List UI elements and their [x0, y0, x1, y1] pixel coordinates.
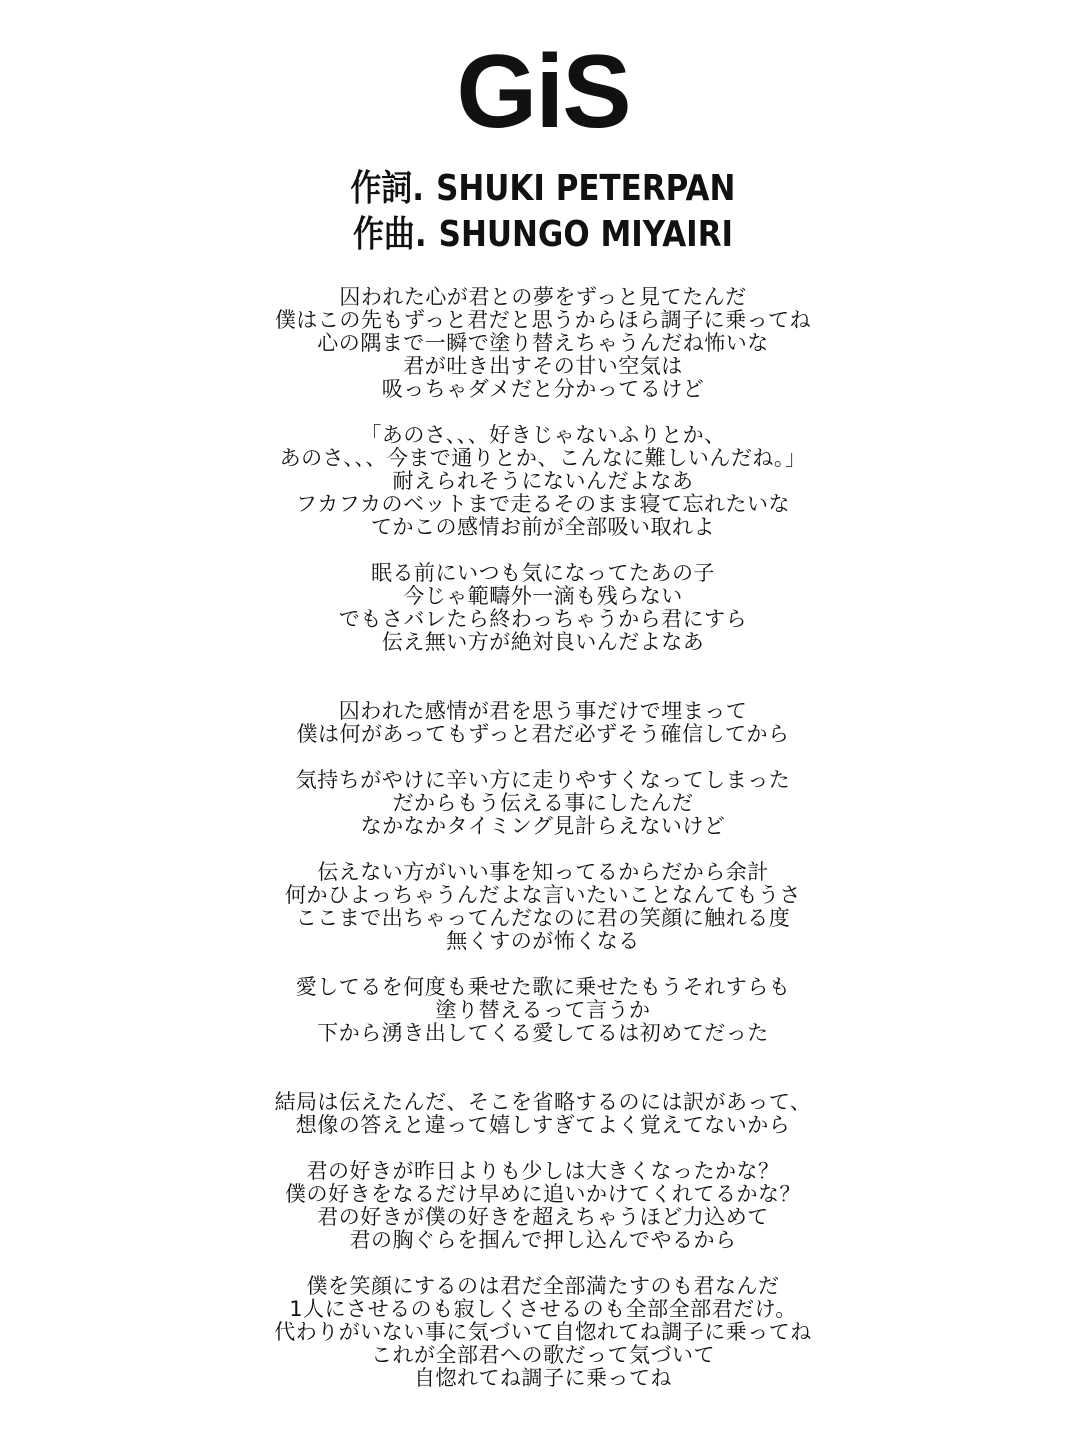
- lyric-line: フカフカのベットまで走るそのまま寝て忘れたいな: [295, 492, 791, 516]
- lyric-line: 結局は伝えたんだ、そこを省略するのには訳があって、: [274, 1090, 812, 1114]
- lyric-line: 心の隅まで一瞬で塗り替えちゃうんだね怖いな: [317, 331, 769, 355]
- lyric-line: 僕の好きをなるだけ早めに追いかけてくれてるかな？: [285, 1182, 801, 1206]
- lyric-line: 僕はこの先もずっと君だと思うからほら調子に乗ってね: [274, 308, 812, 332]
- lyric-line: 君の好きが昨日よりも少しは大きくなったかな？: [306, 1159, 780, 1183]
- lyrics-stanza: [0, 424, 1086, 539]
- lyricist-name: SHUKI PETERPAN: [436, 168, 736, 209]
- lyric-line: 自惚れてね調子に乗ってね: [414, 1366, 672, 1390]
- lyric-line: ここまで出ちゃってんだなのに君の笑顔に触れる度: [295, 906, 791, 930]
- lyric-line: 塗り替えるって言うか: [435, 998, 651, 1022]
- lyric-line: なかなかタイミング見計らえないけど: [360, 814, 726, 838]
- lyrics-stanza: [0, 562, 1086, 654]
- lyrics-stanza: [0, 700, 1086, 746]
- lyric-line: てかこの感情お前が全部吸い取れよ: [371, 515, 715, 539]
- composer-label: 作曲.: [352, 214, 427, 255]
- lyric-line: 下から湧き出してくる愛してるは初めてだった: [317, 1021, 769, 1045]
- lyric-line: あのさ、、、今まで通りとか、こんなに難しいんだね。」: [279, 446, 807, 470]
- lyrics-stanza: [0, 1160, 1086, 1252]
- lyric-line: 伝えない方がいい事を知ってるからだから余計: [317, 860, 769, 884]
- lyric-line: 愛してるを何度も乗せた歌に乗せたもうそれすらも: [295, 975, 791, 999]
- lyric-line: 「あのさ、、、好きじゃないふりとか、: [360, 423, 726, 447]
- lyric-line: 気持ちがやけに辛い方に走りやすくなってしまった: [295, 768, 791, 792]
- lyric-line: 耐えられそうにないんだよなあ: [392, 469, 694, 493]
- lyric-line: 1人にさせるのも寂しくさせるのも全部全部君だけ。: [289, 1297, 797, 1321]
- lyric-line: 今じゃ範疇外一滴も残らない: [403, 584, 683, 608]
- lyric-line: 君が吐き出すその甘い空気は: [403, 354, 683, 378]
- composer-name: SHUNGO MIYAIRI: [438, 214, 734, 255]
- credits-block: [0, 166, 1086, 258]
- lyrics-stanza: [0, 1091, 1086, 1137]
- lyrics-stanza: [0, 769, 1086, 838]
- lyric-line: 何かひよっちゃうんだよな言いたいことなんてもうさ: [285, 883, 801, 907]
- lyric-line: でもさバレたら終わっちゃうから君にすら: [338, 607, 748, 631]
- lyrics-stanza: [0, 976, 1086, 1045]
- lyric-line: 君の好きが僕の好きを超えちゃうほど力込めて: [317, 1205, 769, 1229]
- lyric-line: だからもう伝える事にしたんだ: [392, 791, 694, 815]
- gis-logo: GiS: [456, 34, 630, 150]
- lyric-line: これが全部君への歌だって気づいて: [371, 1343, 715, 1367]
- lyrics-stanza: [0, 861, 1086, 953]
- lyric-line: 囚われた感情が君を思う事だけで埋まって: [338, 699, 748, 723]
- lyric-line: 伝え無い方が絶対良いんだよなあ: [381, 630, 705, 654]
- lyrics-stanza: [0, 1275, 1086, 1390]
- lyric-line: 僕は何があってもずっと君だ必ずそう確信してから: [296, 722, 790, 746]
- lyrics-stanza: [0, 286, 1086, 401]
- lyrics-body: [0, 286, 1086, 1390]
- lyric-line: 無くすのが怖くなる: [446, 929, 640, 953]
- lyricist-credit: [350, 166, 735, 212]
- lyric-line: 囚われた心が君との夢をずっと見てたんだ: [339, 285, 747, 309]
- lyric-line: 僕を笑顔にするのは君だ全部満たすのも君なんだ: [306, 1274, 780, 1298]
- lyric-line: 眠る前にいつも気になってたあの子: [371, 561, 715, 585]
- lyric-line: 吸っちゃダメだと分かってるけど: [381, 377, 705, 401]
- lyric-line: 想像の答えと違って嬉しすぎてよく覚えてないから: [295, 1113, 791, 1137]
- composer-credit: [353, 212, 733, 258]
- lyricist-label: 作詞.: [350, 168, 425, 209]
- lyric-line: 君の胸ぐらを掴んで押し込んでやるから: [349, 1228, 737, 1252]
- lyric-line: 代わりがいない事に気づいて自惚れてね調子に乗ってね: [274, 1320, 812, 1344]
